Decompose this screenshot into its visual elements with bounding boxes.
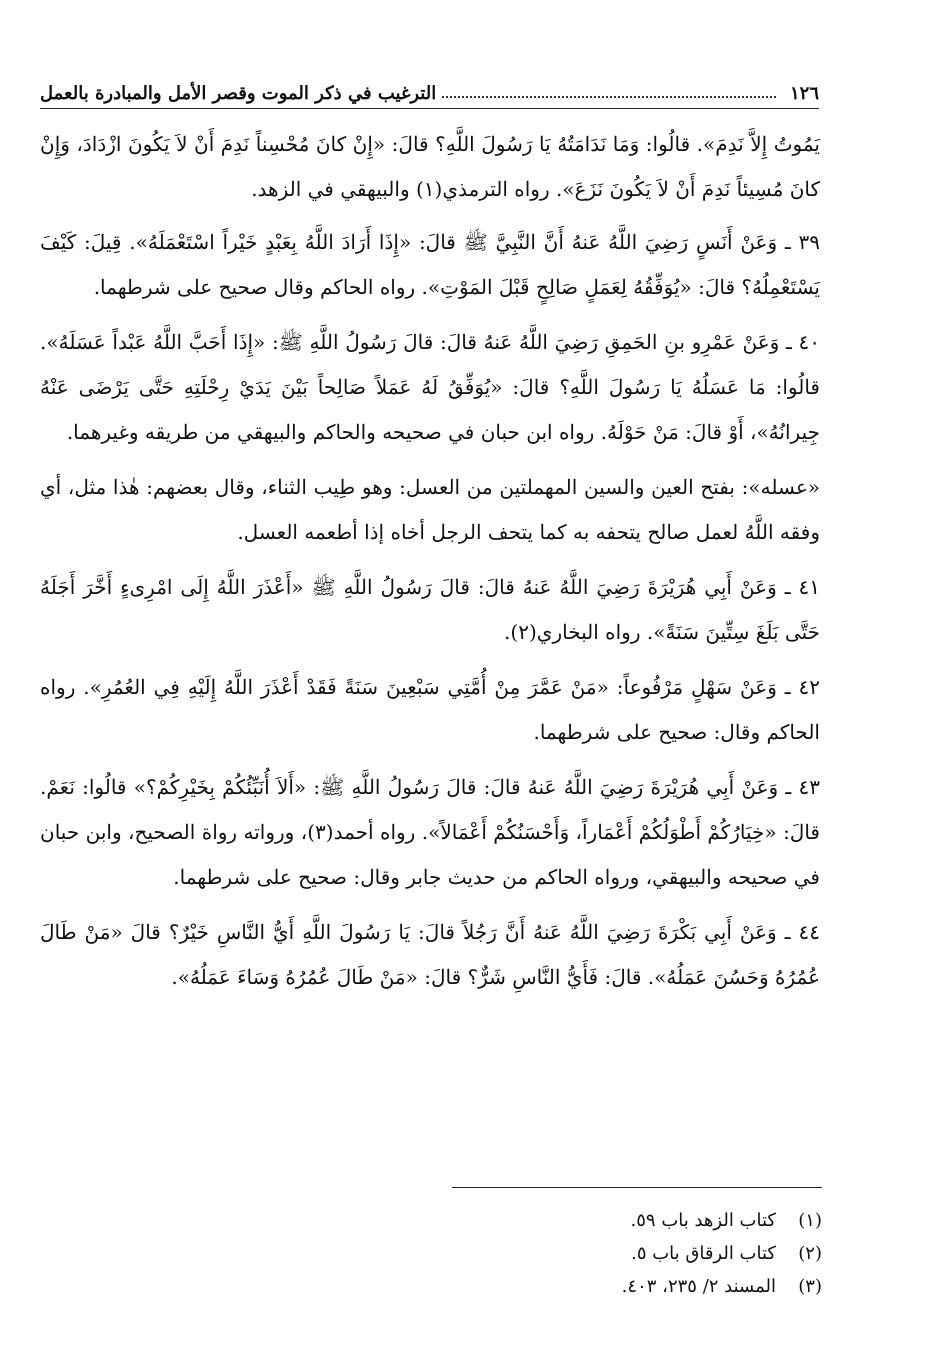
main-text xyxy=(40,122,820,1010)
footnote-text: كتاب الزهد باب ٥٩. xyxy=(630,1210,776,1231)
running-header xyxy=(40,78,819,109)
footnote-text: كتاب الرقاق باب ٥. xyxy=(631,1243,776,1264)
footnote-item xyxy=(300,1204,822,1237)
paragraph-continuation: يَمُوتُ إِلاَّ نَدِمَ». قالُوا: وَمَا نَدَامَتُهُ يَا رَسُولَ اللَّهِ؟ قالَ: «إِنْ كانَ مُحْسِناً نَدِمَ أَنْ لاَ يَكُونَ ازْدَادَ، وَإِنْ كانَ مُسِيئاً نَدِمَ أَنْ لاَ يَكُونَ نَزَعَ». رواه الترمذي(١) والبيهقي في الزهد. xyxy=(40,132,820,201)
footnote-number: (١) xyxy=(798,1210,822,1231)
commentary-asalahu: «عسله»: بفتح العين والسين المهملتين من العسل: وهو طِيب الثناء، وقال بعضهم: هٰذا مثل، أي وفقه اللَّهُ لعمل صالح يتحفه به كما يتحف الرجل أخاه إذا أطعمه العسل. xyxy=(40,475,820,544)
hadith-41: ٤١ ـ وَعَنْ أَبِي هُرَيْرَةَ رَضِيَ اللَّهُ عَنهُ قالَ: قالَ رَسُولُ اللَّهِ ﷺ «أَعْذَرَ اللَّهُ إِلَى امْرِىءٍ أَخَّرَ أَجَلَهُ حَتَّى بَلَغَ سِتِّينَ سَنَةً». رواه البخاري(٢). xyxy=(40,575,820,644)
hadith-42: ٤٢ ـ وَعَنْ سَهْلٍ مَرْفُوعاً: «مَنْ عَمَّرَ مِنْ أُمَّتِي سَبْعِينَ سَنَةً فَقَدْ أَعْذَرَ اللَّهُ إِلَيْهِ فِي العُمُرِ». رواه الحاكم وقال: صحيح على شرطهما. xyxy=(40,675,820,744)
hadith-40: ٤٠ ـ وَعَنْ عَمْرِو بنِ الحَمِقِ رَضِيَ اللَّهُ عَنهُ قالَ: قالَ رَسُولُ اللَّهِ ﷺ: «إِذَا أَحَبَّ اللَّهُ عَبْداً عَسَلَهُ». قالُوا: مَا عَسَلُهُ يَا رَسُولَ اللَّهِ؟ قالَ: «يُوَفِّقُ لَهُ عَمَلاً صَالِحاً بَيْنَ يَدَيْ رِحْلَتِهِ حَتَّى يَرْضَى عَنْهُ جِيرانُهُ»، أَوْ قالَ: مَنْ حَوْلَهُ. رواه ابن حبان في صحيحه والحاكم والبيهقي من طريقه وغيرهما. xyxy=(40,330,820,444)
hadith-43: ٤٣ ـ وَعَنْ أَبِي هُرَيْرَةَ رَضِيَ اللَّهُ عَنهُ قالَ: قالَ رَسُولُ اللَّهِ ﷺ: «أَلاَ أُنَبِّئُكُمْ بِخَيْرِكُمْ؟» قالُوا: نَعَمْ. قالَ: «خِيَارُكُمْ أَطْوَلُكُمْ أَعْمَاراً، وَأَحْسَنُكُمْ أَعْمَالاً». رواه أحمد(٣)، ورواته رواة الصحيح، وابن حبان في صحيحه والبيهقي، ورواه الحاكم من حديث جابر وقال: صحيح على شرطهما. xyxy=(40,775,820,889)
header-dot-leader xyxy=(442,88,776,98)
footnote-item xyxy=(300,1270,822,1303)
footnotes xyxy=(300,1204,822,1303)
footnote-separator xyxy=(452,1187,822,1188)
footnote-item xyxy=(300,1237,822,1270)
hadith-44: ٤٤ ـ وَعَنْ أَبِي بَكْرَةَ رَضِيَ اللَّهُ عَنهُ أَنَّ رَجُلاً قالَ: يَا رَسُولَ اللَّهِ أَيُّ النَّاسِ خَيْرٌ؟ قالَ «مَنْ طَالَ عُمُرُهُ وَحَسُنَ عَمَلُهُ». قالَ: فَأَيُّ النَّاسِ شَرٌّ؟ قالَ: «مَنْ طَالَ عُمُرُهُ وَسَاءَ عَمَلُهُ». xyxy=(40,920,820,989)
hadith-39: ٣٩ ـ وَعَنْ أَنَسٍ رَضِيَ اللَّهُ عَنهُ أَنَّ النَّبِيَّ ﷺ قالَ: «إِذَا أَرَادَ اللَّهُ بِعَبْدٍ خَيْراً اسْتَعْمَلَهُ». قِيلَ: كَيْفَ يَسْتَعْمِلُهُ؟ قالَ: «يُوَفِّقُهُ لِعَمَلٍ صَالِحٍ قَبْلَ المَوْتِ». رواه الحاكم وقال صحيح على شرطهما. xyxy=(40,230,820,299)
footnote-number: (٢) xyxy=(798,1243,822,1264)
footnote-number: (٣) xyxy=(798,1276,822,1297)
page-number: ١٢٦ xyxy=(789,82,819,104)
footnote-text: المسند ٢/ ٢٣٥، ٤٠٣. xyxy=(621,1276,776,1297)
chapter-title: الترغيب في ذكر الموت وقصر الأمل والمبادرة بالعمل xyxy=(40,82,437,104)
